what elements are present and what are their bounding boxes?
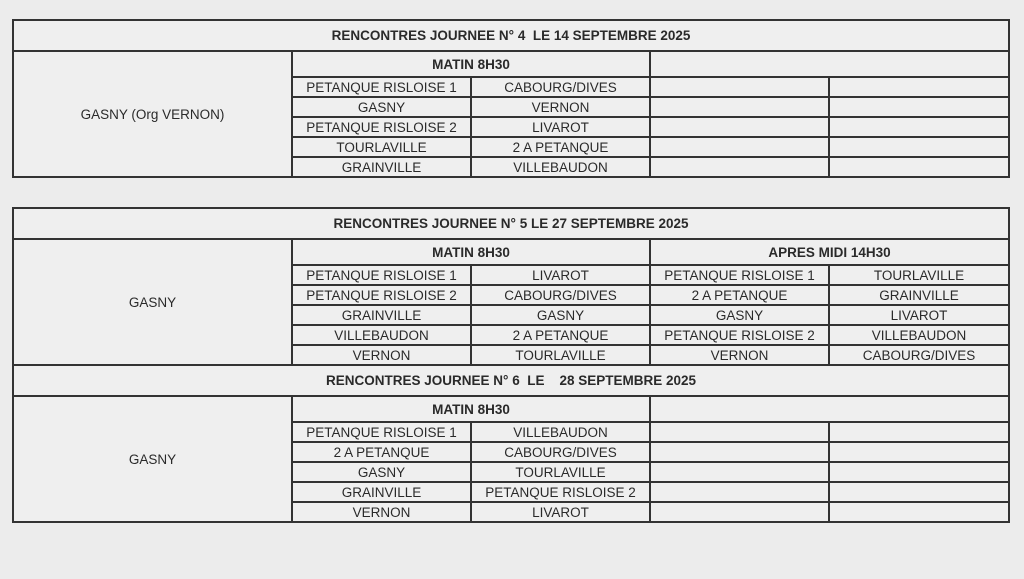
- team-home: [650, 482, 829, 502]
- team-away: TOURLAVILLE: [829, 265, 1009, 285]
- team-home: [650, 442, 829, 462]
- journee-title: RENCONTRES JOURNEE N° 6 LE 28 SEPTEMBRE 2025: [13, 365, 1009, 396]
- team-away: PETANQUE RISLOISE 2: [471, 482, 650, 502]
- session-afternoon-header: [650, 396, 1009, 422]
- team-away: [829, 97, 1009, 117]
- venue-label: GASNY (Org VERNON): [13, 51, 292, 177]
- team-home: PETANQUE RISLOISE 1: [292, 422, 471, 442]
- venue-label: GASNY: [13, 239, 292, 365]
- team-home: 2 A PETANQUE: [292, 442, 471, 462]
- team-away: GASNY: [471, 305, 650, 325]
- team-away: CABOURG/DIVES: [471, 285, 650, 305]
- team-home: GASNY: [650, 305, 829, 325]
- journee-title: RENCONTRES JOURNEE N° 4 LE 14 SEPTEMBRE 2025: [13, 20, 1009, 51]
- team-home: GASNY: [292, 462, 471, 482]
- team-away: TOURLAVILLE: [471, 345, 650, 365]
- team-away: LIVAROT: [471, 117, 650, 137]
- team-home: TOURLAVILLE: [292, 137, 471, 157]
- team-away: LIVAROT: [471, 265, 650, 285]
- team-away: [829, 137, 1009, 157]
- journee-4-table: [12, 19, 1010, 178]
- team-away: VILLEBAUDON: [829, 325, 1009, 345]
- team-away: [829, 157, 1009, 177]
- team-away: TOURLAVILLE: [471, 462, 650, 482]
- team-home: [650, 157, 829, 177]
- team-away: VILLEBAUDON: [471, 422, 650, 442]
- team-away: [829, 117, 1009, 137]
- team-away: [829, 482, 1009, 502]
- session-morning-header: MATIN 8H30: [292, 51, 650, 77]
- team-away: VERNON: [471, 97, 650, 117]
- team-home: [650, 97, 829, 117]
- team-away: CABOURG/DIVES: [471, 77, 650, 97]
- team-away: [829, 77, 1009, 97]
- team-home: VERNON: [650, 345, 829, 365]
- team-away: VILLEBAUDON: [471, 157, 650, 177]
- team-home: [650, 502, 829, 522]
- team-home: VERNON: [292, 345, 471, 365]
- team-away: [829, 462, 1009, 482]
- journee-5-6-table: [12, 207, 1010, 523]
- team-away: 2 A PETANQUE: [471, 137, 650, 157]
- team-away: LIVAROT: [829, 305, 1009, 325]
- session-afternoon-header: APRES MIDI 14H30: [650, 239, 1009, 265]
- team-home: [650, 77, 829, 97]
- team-home: [650, 462, 829, 482]
- team-away: CABOURG/DIVES: [829, 345, 1009, 365]
- team-home: GRAINVILLE: [292, 305, 471, 325]
- team-home: VERNON: [292, 502, 471, 522]
- venue-label: GASNY: [13, 396, 292, 522]
- team-home: GRAINVILLE: [292, 157, 471, 177]
- team-away: [829, 442, 1009, 462]
- session-morning-header: MATIN 8H30: [292, 239, 650, 265]
- team-home: [650, 117, 829, 137]
- team-home: [650, 422, 829, 442]
- team-home: GASNY: [292, 97, 471, 117]
- team-away: 2 A PETANQUE: [471, 325, 650, 345]
- session-afternoon-header: [650, 51, 1009, 77]
- team-home: PETANQUE RISLOISE 1: [292, 77, 471, 97]
- team-home: PETANQUE RISLOISE 2: [292, 117, 471, 137]
- journee-title: RENCONTRES JOURNEE N° 5 LE 27 SEPTEMBRE 2025: [13, 208, 1009, 239]
- team-home: 2 A PETANQUE: [650, 285, 829, 305]
- team-home: GRAINVILLE: [292, 482, 471, 502]
- team-away: LIVAROT: [471, 502, 650, 522]
- team-away: [829, 502, 1009, 522]
- team-home: [650, 137, 829, 157]
- team-home: PETANQUE RISLOISE 1: [292, 265, 471, 285]
- session-morning-header: MATIN 8H30: [292, 396, 650, 422]
- team-home: PETANQUE RISLOISE 2: [650, 325, 829, 345]
- team-home: VILLEBAUDON: [292, 325, 471, 345]
- team-away: GRAINVILLE: [829, 285, 1009, 305]
- team-away: CABOURG/DIVES: [471, 442, 650, 462]
- team-home: PETANQUE RISLOISE 2: [292, 285, 471, 305]
- team-away: [829, 422, 1009, 442]
- team-home: PETANQUE RISLOISE 1: [650, 265, 829, 285]
